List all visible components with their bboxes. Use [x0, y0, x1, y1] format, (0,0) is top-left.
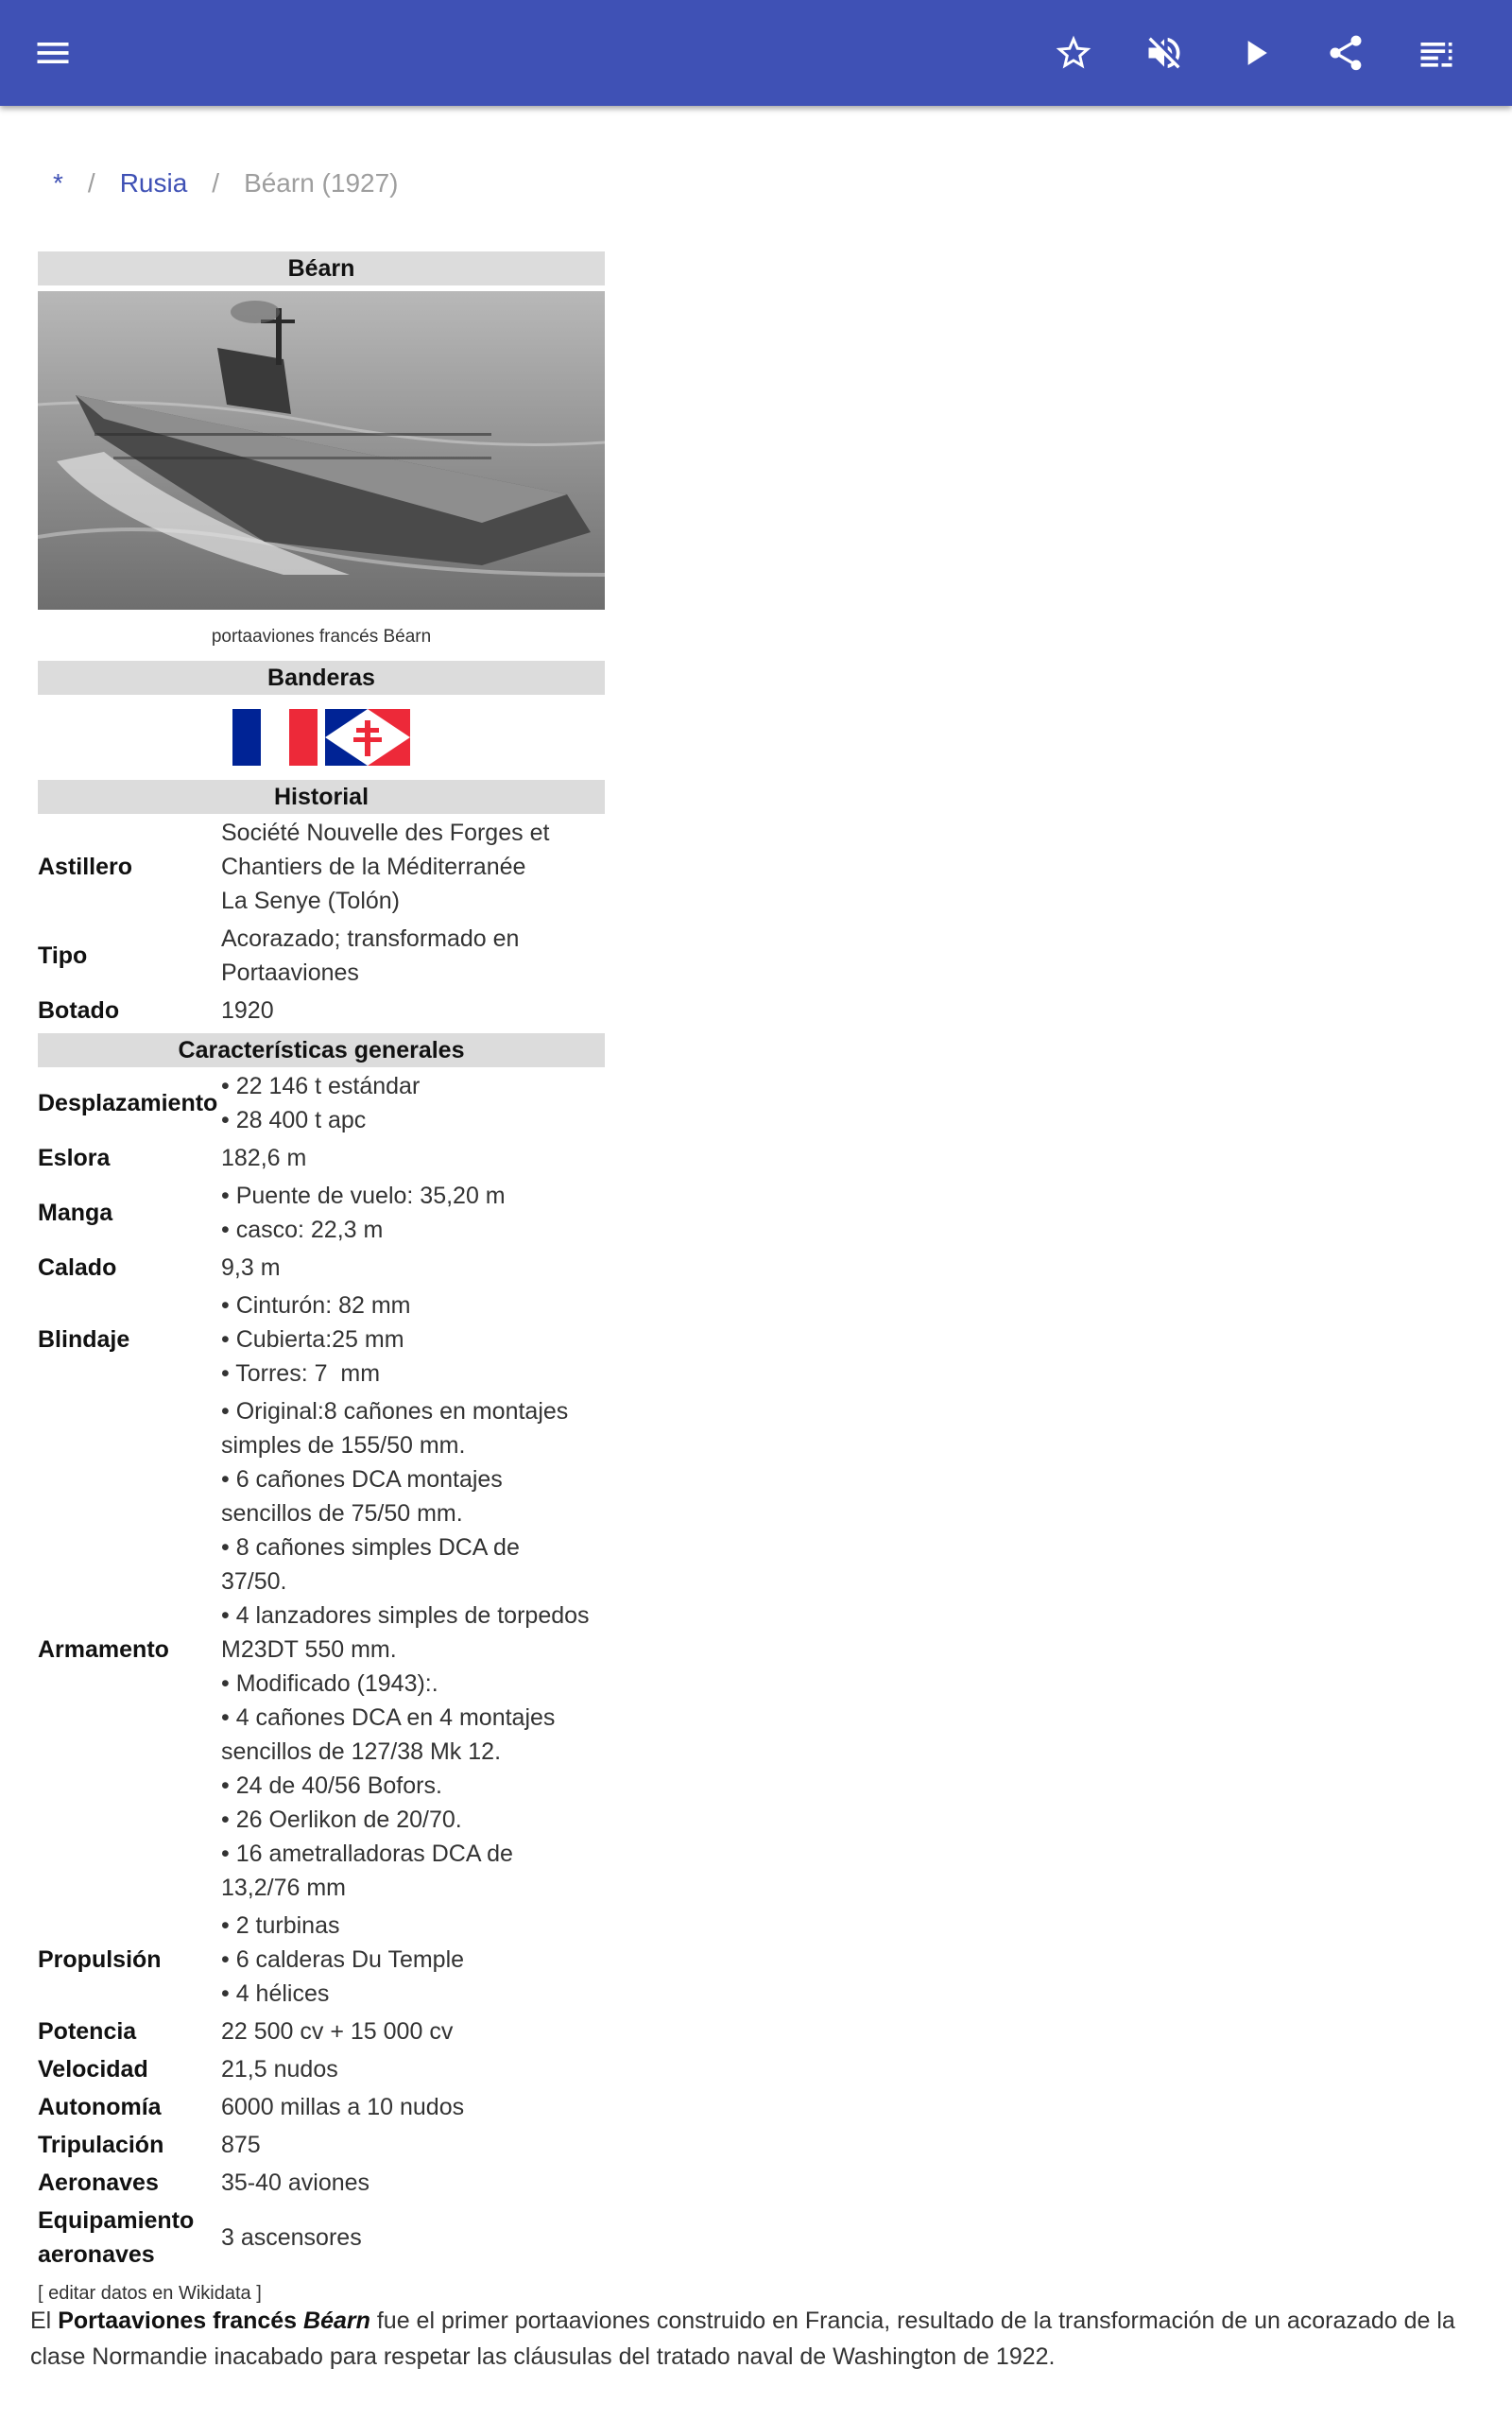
row-label: Potencia	[38, 2018, 137, 2045]
infobox-row	[38, 1287, 605, 1392]
row-value-line: • Modificado (1943):.	[221, 1670, 438, 1697]
intro-paragraph	[30, 2303, 1486, 2375]
general-section	[38, 1067, 605, 2273]
infobox-row	[38, 1392, 605, 1907]
row-value	[221, 1069, 605, 1137]
intro-text: fue el primer portaaviones construido en Francia, resultado de la transformación de un acorazado de la clase Normandie inacabado para respetar las cláusulas del tratado naval de Washington de 1922.	[30, 2308, 1455, 2370]
infobox-row	[38, 814, 605, 920]
row-value-line: M23DT 550 mm.	[221, 1636, 397, 1663]
row-value-line: 37/50.	[221, 1568, 287, 1595]
row-value-line: Acorazado; transformado en	[221, 925, 520, 952]
row-value	[221, 2128, 605, 2162]
volume-off-icon[interactable]	[1136, 25, 1193, 81]
row-value	[221, 2052, 605, 2086]
breadcrumb: * / Rusia / Béarn (1927)	[53, 168, 399, 198]
infobox-row	[38, 1907, 605, 2013]
row-value-line: • 28 400 t apc	[221, 1107, 367, 1133]
breadcrumb-home[interactable]: *	[53, 168, 63, 198]
historial-section	[38, 814, 605, 1029]
infobox-row	[38, 2126, 605, 2164]
infobox-row	[38, 1139, 605, 1177]
row-label: Aeronaves	[38, 2169, 159, 2196]
row-value-line: • 6 cañones DCA montajes	[221, 1466, 503, 1493]
row-label: Propulsión	[38, 1946, 162, 1973]
row-label: Calado	[38, 1254, 117, 1281]
flags	[38, 695, 605, 780]
row-value	[221, 2221, 605, 2255]
row-value-line: • 22 146 t estándar	[221, 1073, 421, 1099]
france-flag[interactable]	[232, 709, 318, 766]
row-value-line: sencillos de 75/50 mm.	[221, 1500, 463, 1527]
row-value	[221, 1288, 605, 1391]
row-value-line: • Cinturón: 82 mm	[221, 1292, 411, 1319]
row-label: Tipo	[38, 942, 88, 969]
row-value	[221, 994, 605, 1028]
row-value-line: 21,5 nudos	[221, 2056, 338, 2083]
row-value	[221, 1141, 605, 1175]
free-france-naval-jack[interactable]	[325, 709, 410, 766]
intro-ship-name: Béarn	[303, 2308, 370, 2334]
row-value	[221, 2090, 605, 2124]
general-header: Características generales	[38, 1033, 605, 1067]
flags-header: Banderas	[38, 661, 605, 695]
infobox-row	[38, 2164, 605, 2202]
row-value-line: • 2 turbinas	[221, 1912, 340, 1939]
play-icon[interactable]	[1227, 25, 1283, 81]
edit-wikidata-link[interactable]: [ editar datos en Wikidata ]	[38, 2283, 262, 2304]
row-value-line: 6000 millas a 10 nudos	[221, 2094, 465, 2120]
playlist-icon[interactable]	[1408, 25, 1465, 81]
infobox-row	[38, 2202, 605, 2273]
row-value-line: • 4 lanzadores simples de torpedos	[221, 1602, 590, 1629]
row-value-line: • 8 cañones simples DCA de	[221, 1534, 520, 1561]
row-value	[221, 1179, 605, 1247]
intro-bold: Portaaviones francés	[58, 2308, 304, 2334]
row-label: Eslora	[38, 1145, 111, 1171]
infobox-row	[38, 1249, 605, 1287]
row-value-line: 1920	[221, 997, 274, 1024]
row-value-line: 22 500 cv + 15 000 cv	[221, 2018, 454, 2045]
row-value-line: • 4 cañones DCA en 4 montajes	[221, 1704, 556, 1731]
star-outline-icon[interactable]	[1045, 25, 1102, 81]
row-label: Astillero	[38, 854, 133, 880]
row-value-line: Chantiers de la Méditerranée	[221, 854, 526, 880]
row-value-line: 3 ascensores	[221, 2224, 362, 2251]
row-value-line: 875	[221, 2132, 261, 2158]
row-value-line: • Cubierta:25 mm	[221, 1326, 404, 1353]
breadcrumb-parent[interactable]: Rusia	[119, 168, 188, 198]
row-value	[221, 1394, 605, 1905]
infobox	[38, 251, 605, 2305]
row-value	[221, 922, 605, 990]
infobox-row	[38, 2050, 605, 2088]
infobox-row	[38, 2013, 605, 2050]
row-value	[221, 2166, 605, 2200]
infobox-row	[38, 1067, 605, 1139]
breadcrumb-current: Béarn (1927)	[244, 168, 399, 198]
row-value-line: • Puente de vuelo: 35,20 m	[221, 1183, 506, 1209]
row-label: Manga	[38, 1200, 113, 1226]
infobox-row	[38, 992, 605, 1029]
row-value-line: • 24 de 40/56 Bofors.	[221, 1772, 442, 1799]
row-value-line: • casco: 22,3 m	[221, 1217, 384, 1243]
row-value-line: Portaaviones	[221, 959, 359, 986]
row-label: Botado	[38, 997, 120, 1024]
row-value-line: • 16 ametralladoras DCA de	[221, 1841, 513, 1867]
row-value-line: • 26 Oerlikon de 20/70.	[221, 1806, 462, 1833]
ship-photo[interactable]	[38, 291, 605, 610]
row-value	[221, 1909, 605, 2011]
row-label: Blindaje	[38, 1326, 130, 1353]
row-value-line: 9,3 m	[221, 1254, 281, 1281]
infobox-row	[38, 920, 605, 992]
row-value-line: Société Nouvelle des Forges et	[221, 820, 550, 846]
infobox-row	[38, 1177, 605, 1249]
row-value	[221, 1251, 605, 1285]
row-value-line: 182,6 m	[221, 1145, 307, 1171]
infobox-row	[38, 2088, 605, 2126]
menu-icon[interactable]	[25, 25, 81, 81]
row-value-line: • 4 hélices	[221, 1980, 330, 2007]
row-value-line: sencillos de 127/38 Mk 12.	[221, 1738, 502, 1765]
row-label: Velocidad	[38, 2056, 148, 2083]
share-icon[interactable]	[1317, 25, 1374, 81]
row-value-line: simples de 155/50 mm.	[221, 1432, 466, 1459]
row-label: Desplazamiento	[38, 1090, 218, 1116]
row-value-line: 13,2/76 mm	[221, 1875, 347, 1901]
historial-header: Historial	[38, 780, 605, 814]
app-bar	[0, 0, 1512, 106]
row-label: Equipamiento aeronaves	[38, 2207, 195, 2268]
intro-prefix: El	[30, 2308, 59, 2334]
row-value-line: 35-40 aviones	[221, 2169, 370, 2196]
image-caption: portaaviones francés Béarn	[211, 627, 432, 647]
row-value	[221, 816, 605, 918]
row-label: Tripulación	[38, 2132, 164, 2158]
row-label: Armamento	[38, 1636, 169, 1663]
row-value-line: • 6 calderas Du Temple	[221, 1946, 465, 1973]
infobox-title: Béarn	[38, 251, 605, 285]
row-value-line: • Original:8 cañones en montajes	[221, 1398, 569, 1425]
row-label: Autonomía	[38, 2094, 162, 2120]
row-value-line: La Senye (Tolón)	[221, 888, 401, 914]
row-value	[221, 2014, 605, 2048]
row-value-line: • Torres: 7 mm	[221, 1360, 381, 1387]
